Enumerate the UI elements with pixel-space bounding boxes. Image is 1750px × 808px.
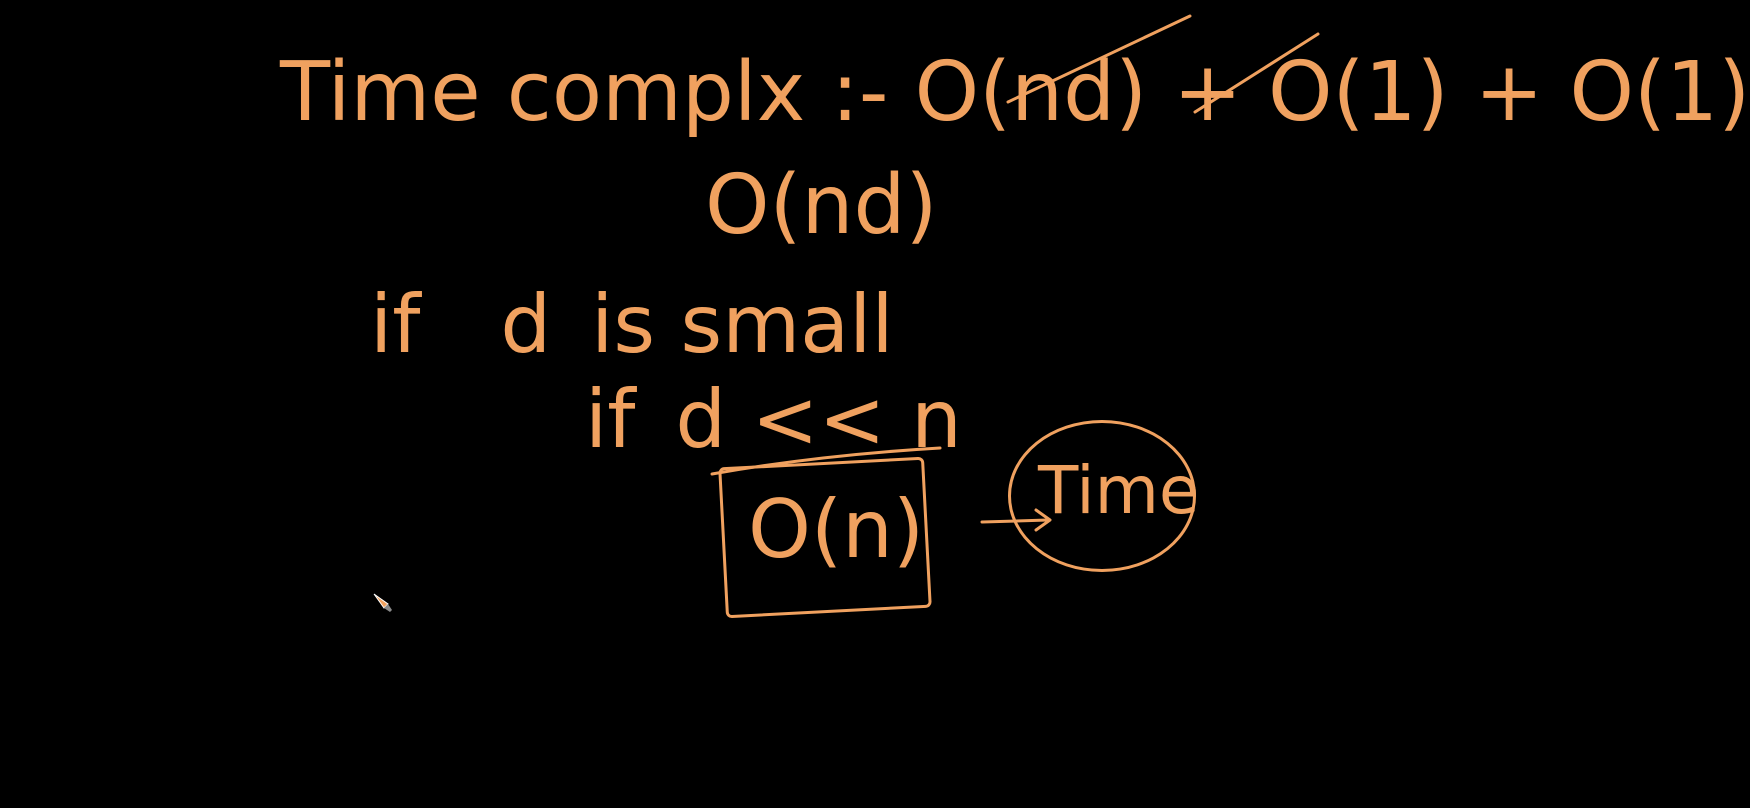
condition2-expression: d << n <box>675 373 962 466</box>
time-bubble-label: Time <box>1038 452 1200 529</box>
condition-d-much-less-n <box>585 373 962 466</box>
time-complexity-line: Time complx :- O(nd) + O(1) + O(1) <box>280 45 1750 140</box>
condition-small-phrase: is small <box>591 278 894 371</box>
condition-d-small <box>370 278 894 371</box>
pencil-cursor-icon <box>372 592 394 614</box>
condition-d-word: d <box>500 278 552 371</box>
boxed-result: O(n) <box>748 483 925 576</box>
condition-if-word: if <box>370 278 421 371</box>
simplified-complexity: O(nd) <box>705 158 938 253</box>
condition2-if-word: if <box>585 373 636 466</box>
